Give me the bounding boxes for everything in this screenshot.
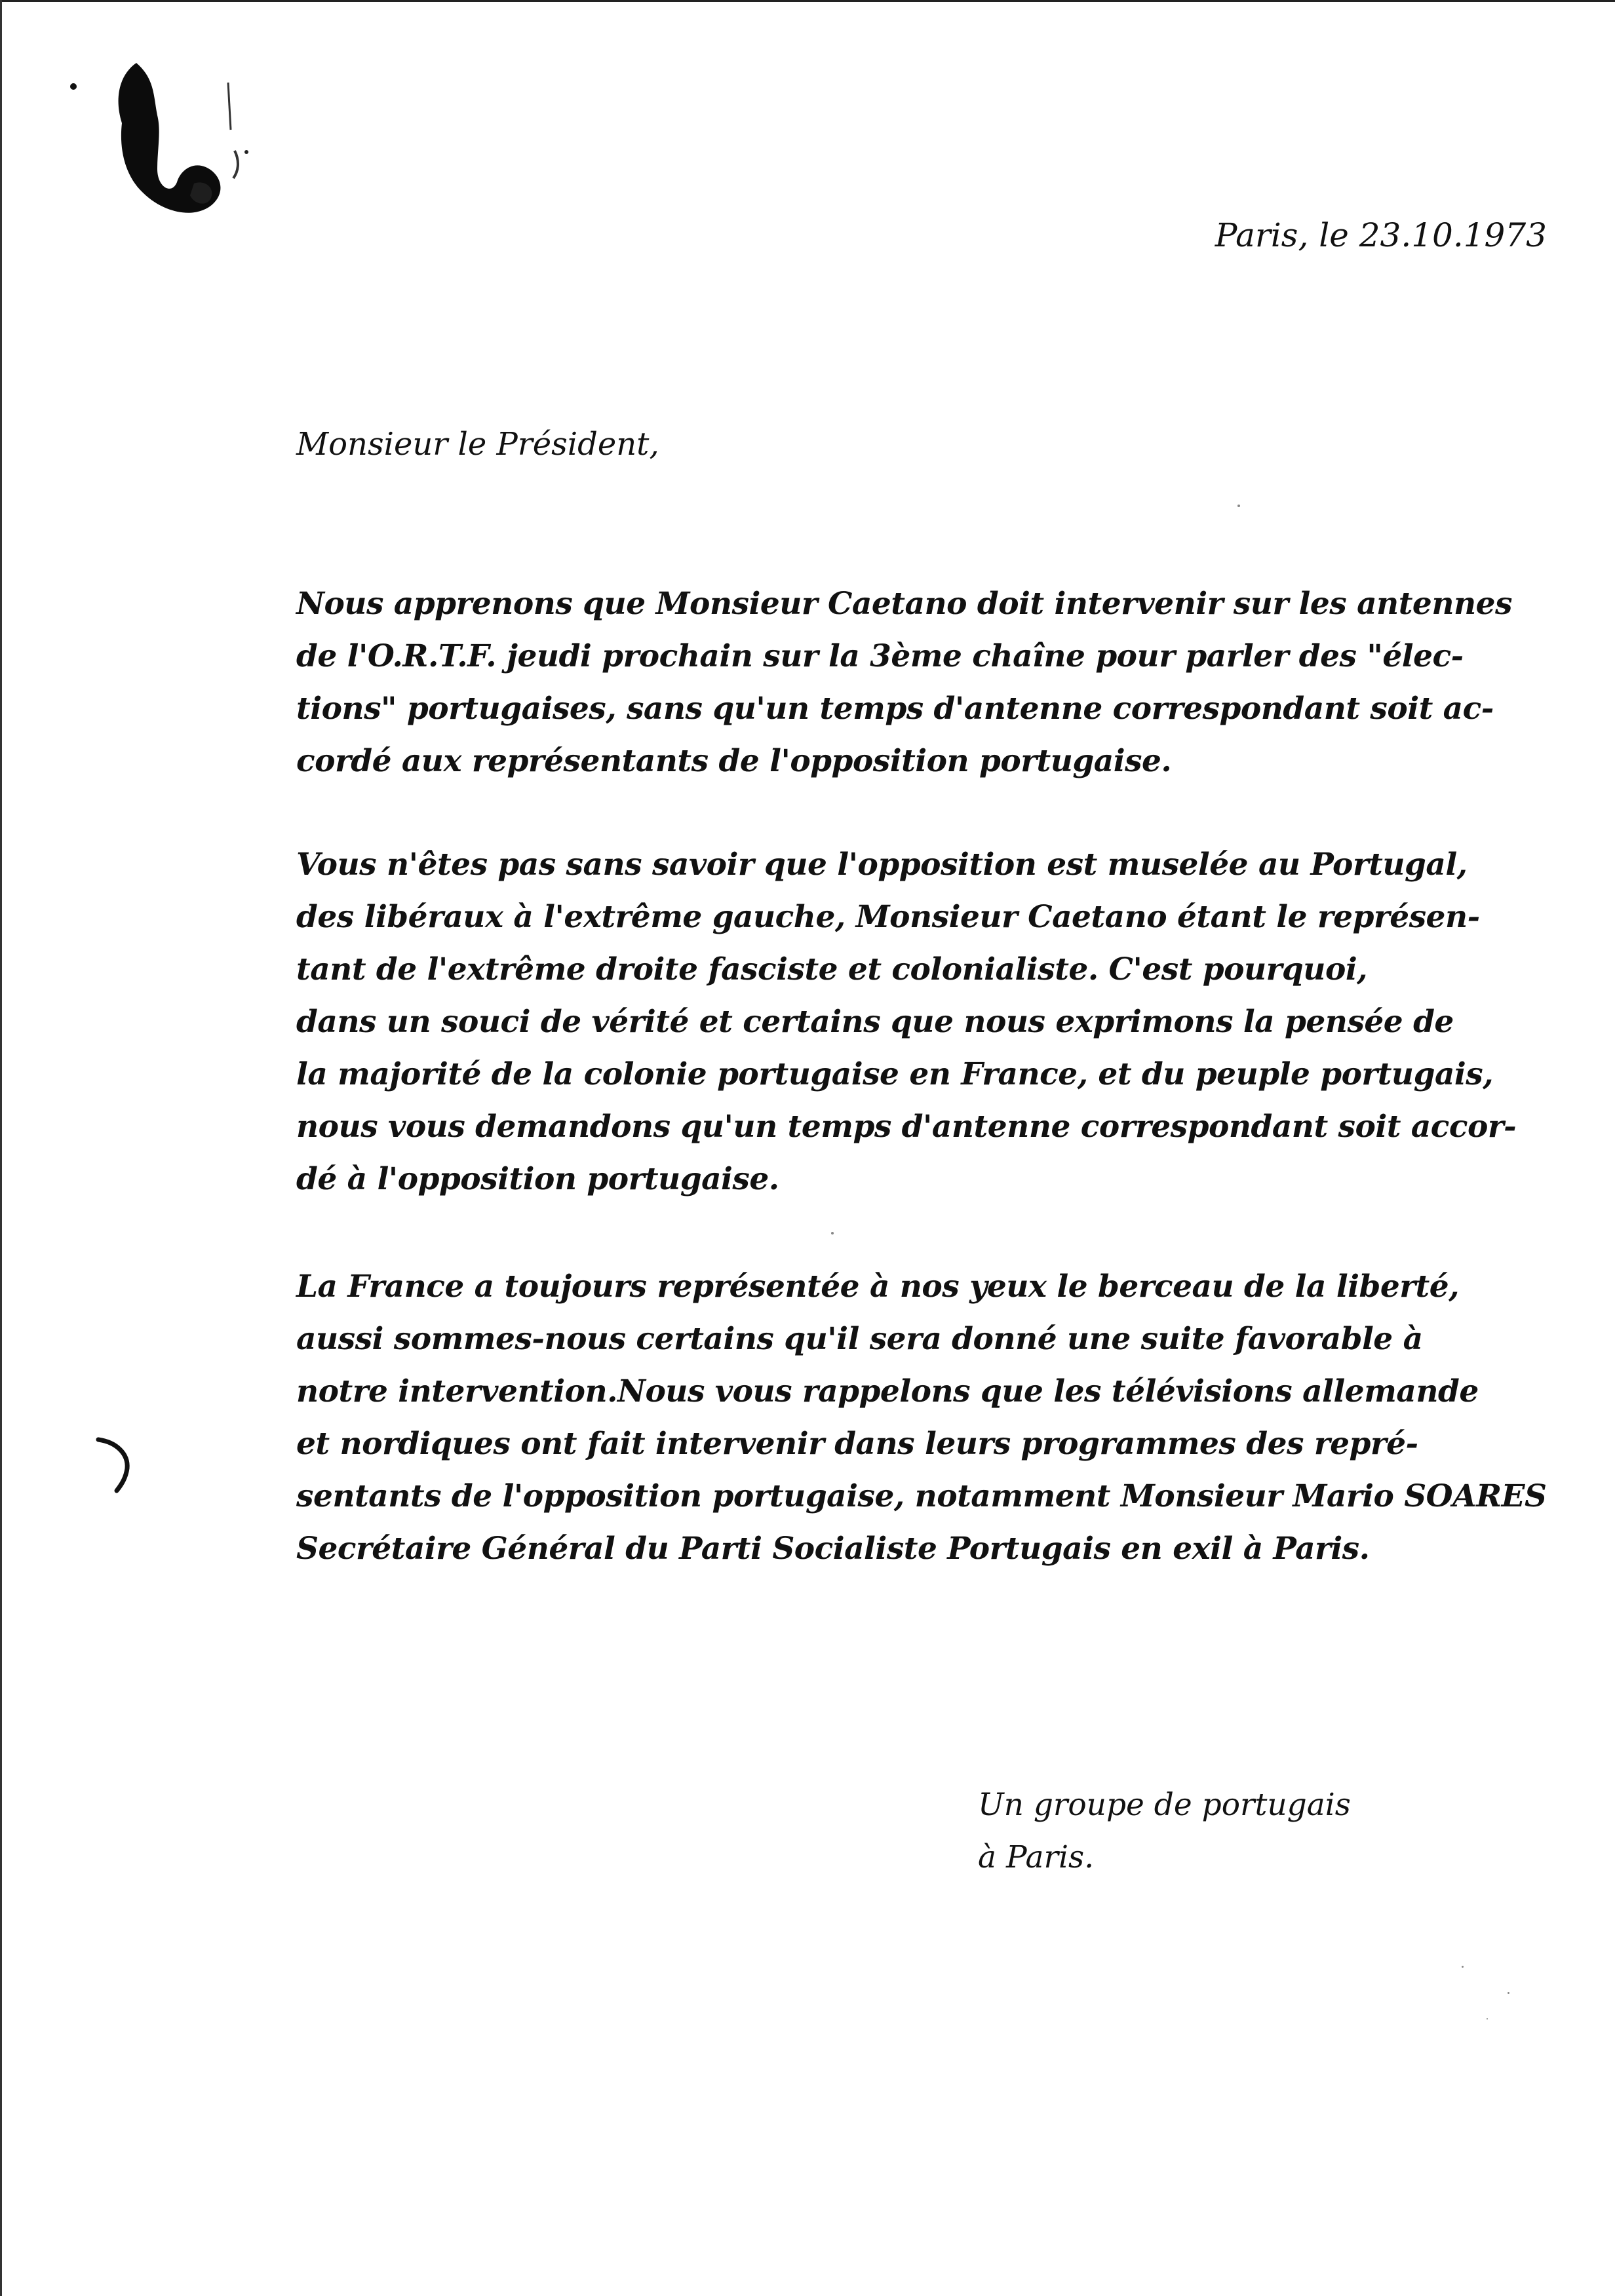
paragraph-line: Vous n'êtes pas sans savoir que l'opposition est muselée au Portugal, [296, 847, 1468, 883]
paragraph-line: nous vous demandons qu'un temps d'antenne correspondant soit accor- [296, 1109, 1517, 1145]
paper-speck [1237, 505, 1240, 507]
signature-line: à Paris. [978, 1839, 1095, 1875]
paragraph-line: aussi sommes-nous certains qu'il sera donné une suite favorable à [296, 1321, 1423, 1357]
paragraph-line: Nous apprenons que Monsieur Caetano doit intervenir sur les antennes [296, 586, 1513, 622]
paragraph-line: Secrétaire Général du Parti Socialiste Portugais en exil à Paris. [296, 1531, 1370, 1567]
paragraph-line: cordé aux représentants de l'opposition portugaise. [296, 743, 1172, 779]
paragraph-2 [296, 839, 1517, 1206]
signature-line: Un groupe de portugais [978, 1787, 1351, 1823]
page-edge-left [0, 0, 2, 2296]
paragraph-line: notre intervention.Nous vous rappelons que les télévisions allemande [296, 1373, 1479, 1409]
paragraph-1 [296, 578, 1513, 788]
paragraph-line: tions" portugaises, sans qu'un temps d'antenne correspondant soit ac- [296, 691, 1494, 727]
paragraph-line: sentants de l'opposition portugaise, notamment Monsieur Mario SOARES [296, 1478, 1547, 1514]
page-edge-top [0, 0, 1615, 2]
paragraph-line: dans un souci de vérité et certains que nous exprimons la pensée de [296, 1004, 1454, 1040]
paragraph-3 [296, 1261, 1547, 1575]
paper-speck [831, 1232, 834, 1234]
salutation: Monsieur le Président, [296, 426, 659, 463]
paragraph-line: la majorité de la colonie portugaise en France, et du peuple portugais, [296, 1056, 1494, 1092]
paragraph-line: des libéraux à l'extrême gauche, Monsieur Caetano étant le représen- [296, 899, 1480, 935]
paper-speck [1487, 2018, 1488, 2019]
paragraph-line: de l'O.R.T.F. jeudi prochain sur la 3ème chaîne pour parler des "élec- [296, 638, 1464, 674]
paragraph-line: et nordiques ont fait intervenir dans leurs programmes des repré- [296, 1426, 1418, 1462]
ink-blot-icon [59, 52, 256, 229]
paper-speck [1462, 1966, 1464, 1968]
paragraph-line: tant de l'extrême droite fasciste et colonialiste. C'est pourquoi, [296, 951, 1368, 987]
letter-date: Paris, le 23.10.1973 [1215, 216, 1547, 254]
paragraph-line: dé à l'opposition portugaise. [296, 1161, 779, 1197]
margin-mark-icon [92, 1432, 138, 1497]
signature-block [978, 1779, 1351, 1884]
paragraph-line: La France a toujours représentée à nos yeux le berceau de la liberté, [296, 1269, 1460, 1305]
paper-speck [1508, 1992, 1509, 1994]
